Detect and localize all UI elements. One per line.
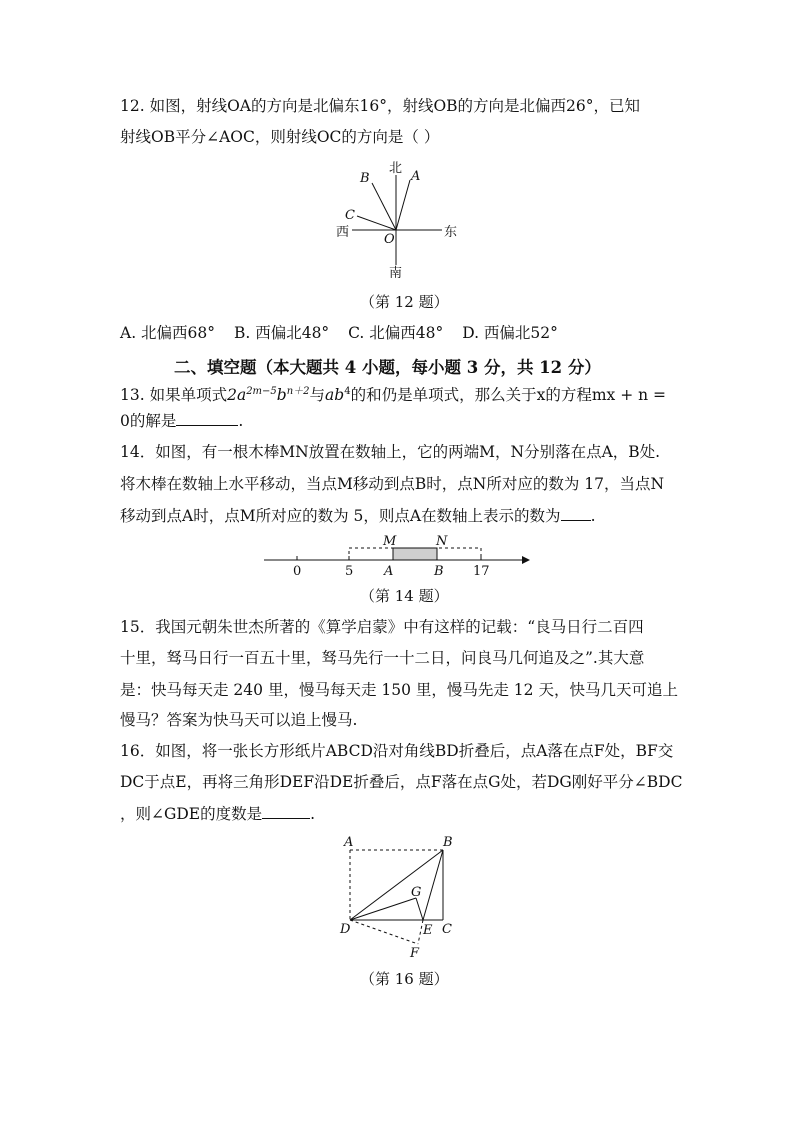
- q12-line2: 射线OB平分∠AOC，则射线OC的方向是（ ）: [120, 128, 440, 146]
- q13-term1-exp-b: n＋2: [286, 386, 310, 397]
- q15-line1: 15．我国元朝朱世杰所著的《算学启蒙》中有这样的记载：“良马日行二百四: [120, 618, 644, 636]
- q13-term1-exp-a: 2m−5: [246, 386, 277, 397]
- label-a: A: [344, 835, 354, 850]
- q12-line1: 12. 如图，射线OA的方向是北偏东16°，射线OB的方向是北偏西26°，已知: [120, 97, 641, 115]
- label-d: D: [340, 922, 351, 937]
- label-south: 南: [389, 266, 403, 281]
- diagonal-bd: [350, 850, 443, 920]
- q13-prefix: 13. 如果单项式: [120, 386, 228, 405]
- q13-suffix: 的和仍是单项式，那么关于x的方程mx + n =: [350, 386, 667, 405]
- label-b: B: [360, 171, 370, 186]
- q13-term2: ab: [325, 386, 345, 405]
- label-b: B: [443, 835, 453, 850]
- label-east: 东: [444, 225, 458, 240]
- q12-caption: （第 12 题）: [360, 293, 449, 311]
- q12-option-a[interactable]: A. 北偏西68°: [120, 324, 216, 342]
- q12-option-d[interactable]: D. 西偏北52°: [462, 324, 558, 342]
- q15-line2: 十里，驽马日行一百五十里，驽马先行一十二日，问良马几何追及之”.其大意: [120, 649, 645, 667]
- tick-label-17: 17: [473, 564, 490, 579]
- q13-line2-text: 0的解是: [120, 412, 177, 430]
- label-e: E: [423, 923, 433, 938]
- label-n: N: [436, 534, 448, 549]
- q15-line3: 是：快马每天走 240 里，慢马每天走 150 里，慢马先走 12 天，快马几天可追上: [120, 681, 678, 699]
- label-o: O: [384, 232, 395, 247]
- label-north: 北: [389, 161, 403, 176]
- label-west: 西: [336, 225, 350, 240]
- q15-line4: 慢马？答案为快马天可以追上慢马.: [120, 711, 358, 729]
- segment-df: [350, 920, 418, 944]
- label-b: B: [434, 564, 444, 579]
- label-a: A: [411, 169, 421, 184]
- tick-label-5: 5: [345, 564, 354, 579]
- segment-ge: [416, 898, 423, 920]
- q12-option-b[interactable]: B. 西偏北48°: [233, 324, 330, 342]
- segment-dg: [350, 898, 416, 920]
- q14-caption: （第 14 题）: [360, 587, 449, 605]
- q12-option-c[interactable]: C. 北偏西48°: [348, 324, 444, 342]
- q16-caption: （第 16 题）: [360, 970, 449, 988]
- label-c: C: [345, 208, 355, 223]
- q13-term2-exp: 4: [344, 386, 351, 397]
- label-g: G: [411, 885, 422, 900]
- q13-term1-a: 2a: [227, 386, 247, 405]
- q16-line1: 16．如图，将一张长方形纸片ABCD沿对角线BD折叠后，点A落在点F处，BF交: [120, 742, 674, 760]
- segment-be: [423, 850, 443, 920]
- q14-line3-text: 移动到点A时，点M所对应的数为 5，则点A在数轴上表示的数为: [120, 507, 561, 525]
- q13-term1-b: b: [276, 386, 287, 405]
- q14-line2: 将木棒在数轴上水平移动，当点M移动到点B时，点N所对应的数为 17，当点N: [120, 475, 665, 493]
- label-m: M: [383, 534, 397, 549]
- label-a: A: [384, 564, 394, 579]
- section-heading: 二、填空题（本大题共 4 小题，每小题 3 分，共 12 分）: [174, 358, 601, 377]
- tick-label-0: 0: [293, 564, 302, 579]
- q14-line1: 14．如图，有一根木棒MN放置在数轴上，它的两端M，N分别落在点A，B处.: [120, 443, 661, 461]
- q13-line2: 0的解是 .: [120, 412, 244, 430]
- q13-mid: 与: [309, 386, 326, 405]
- label-f: F: [410, 946, 420, 961]
- q14-line3: 移动到点A时，点M所对应的数为 5，则点A在数轴上表示的数为 .: [120, 507, 596, 525]
- q16-line3-text: ，则∠GDE的度数是: [120, 805, 263, 823]
- q16-line3: ，则∠GDE的度数是 .: [120, 805, 316, 823]
- label-c: C: [442, 922, 452, 937]
- q16-line2: DC于点E，再将三角形DEF沿DE折叠后，点F落在点G处，若DG刚好平分∠BDC: [120, 773, 683, 791]
